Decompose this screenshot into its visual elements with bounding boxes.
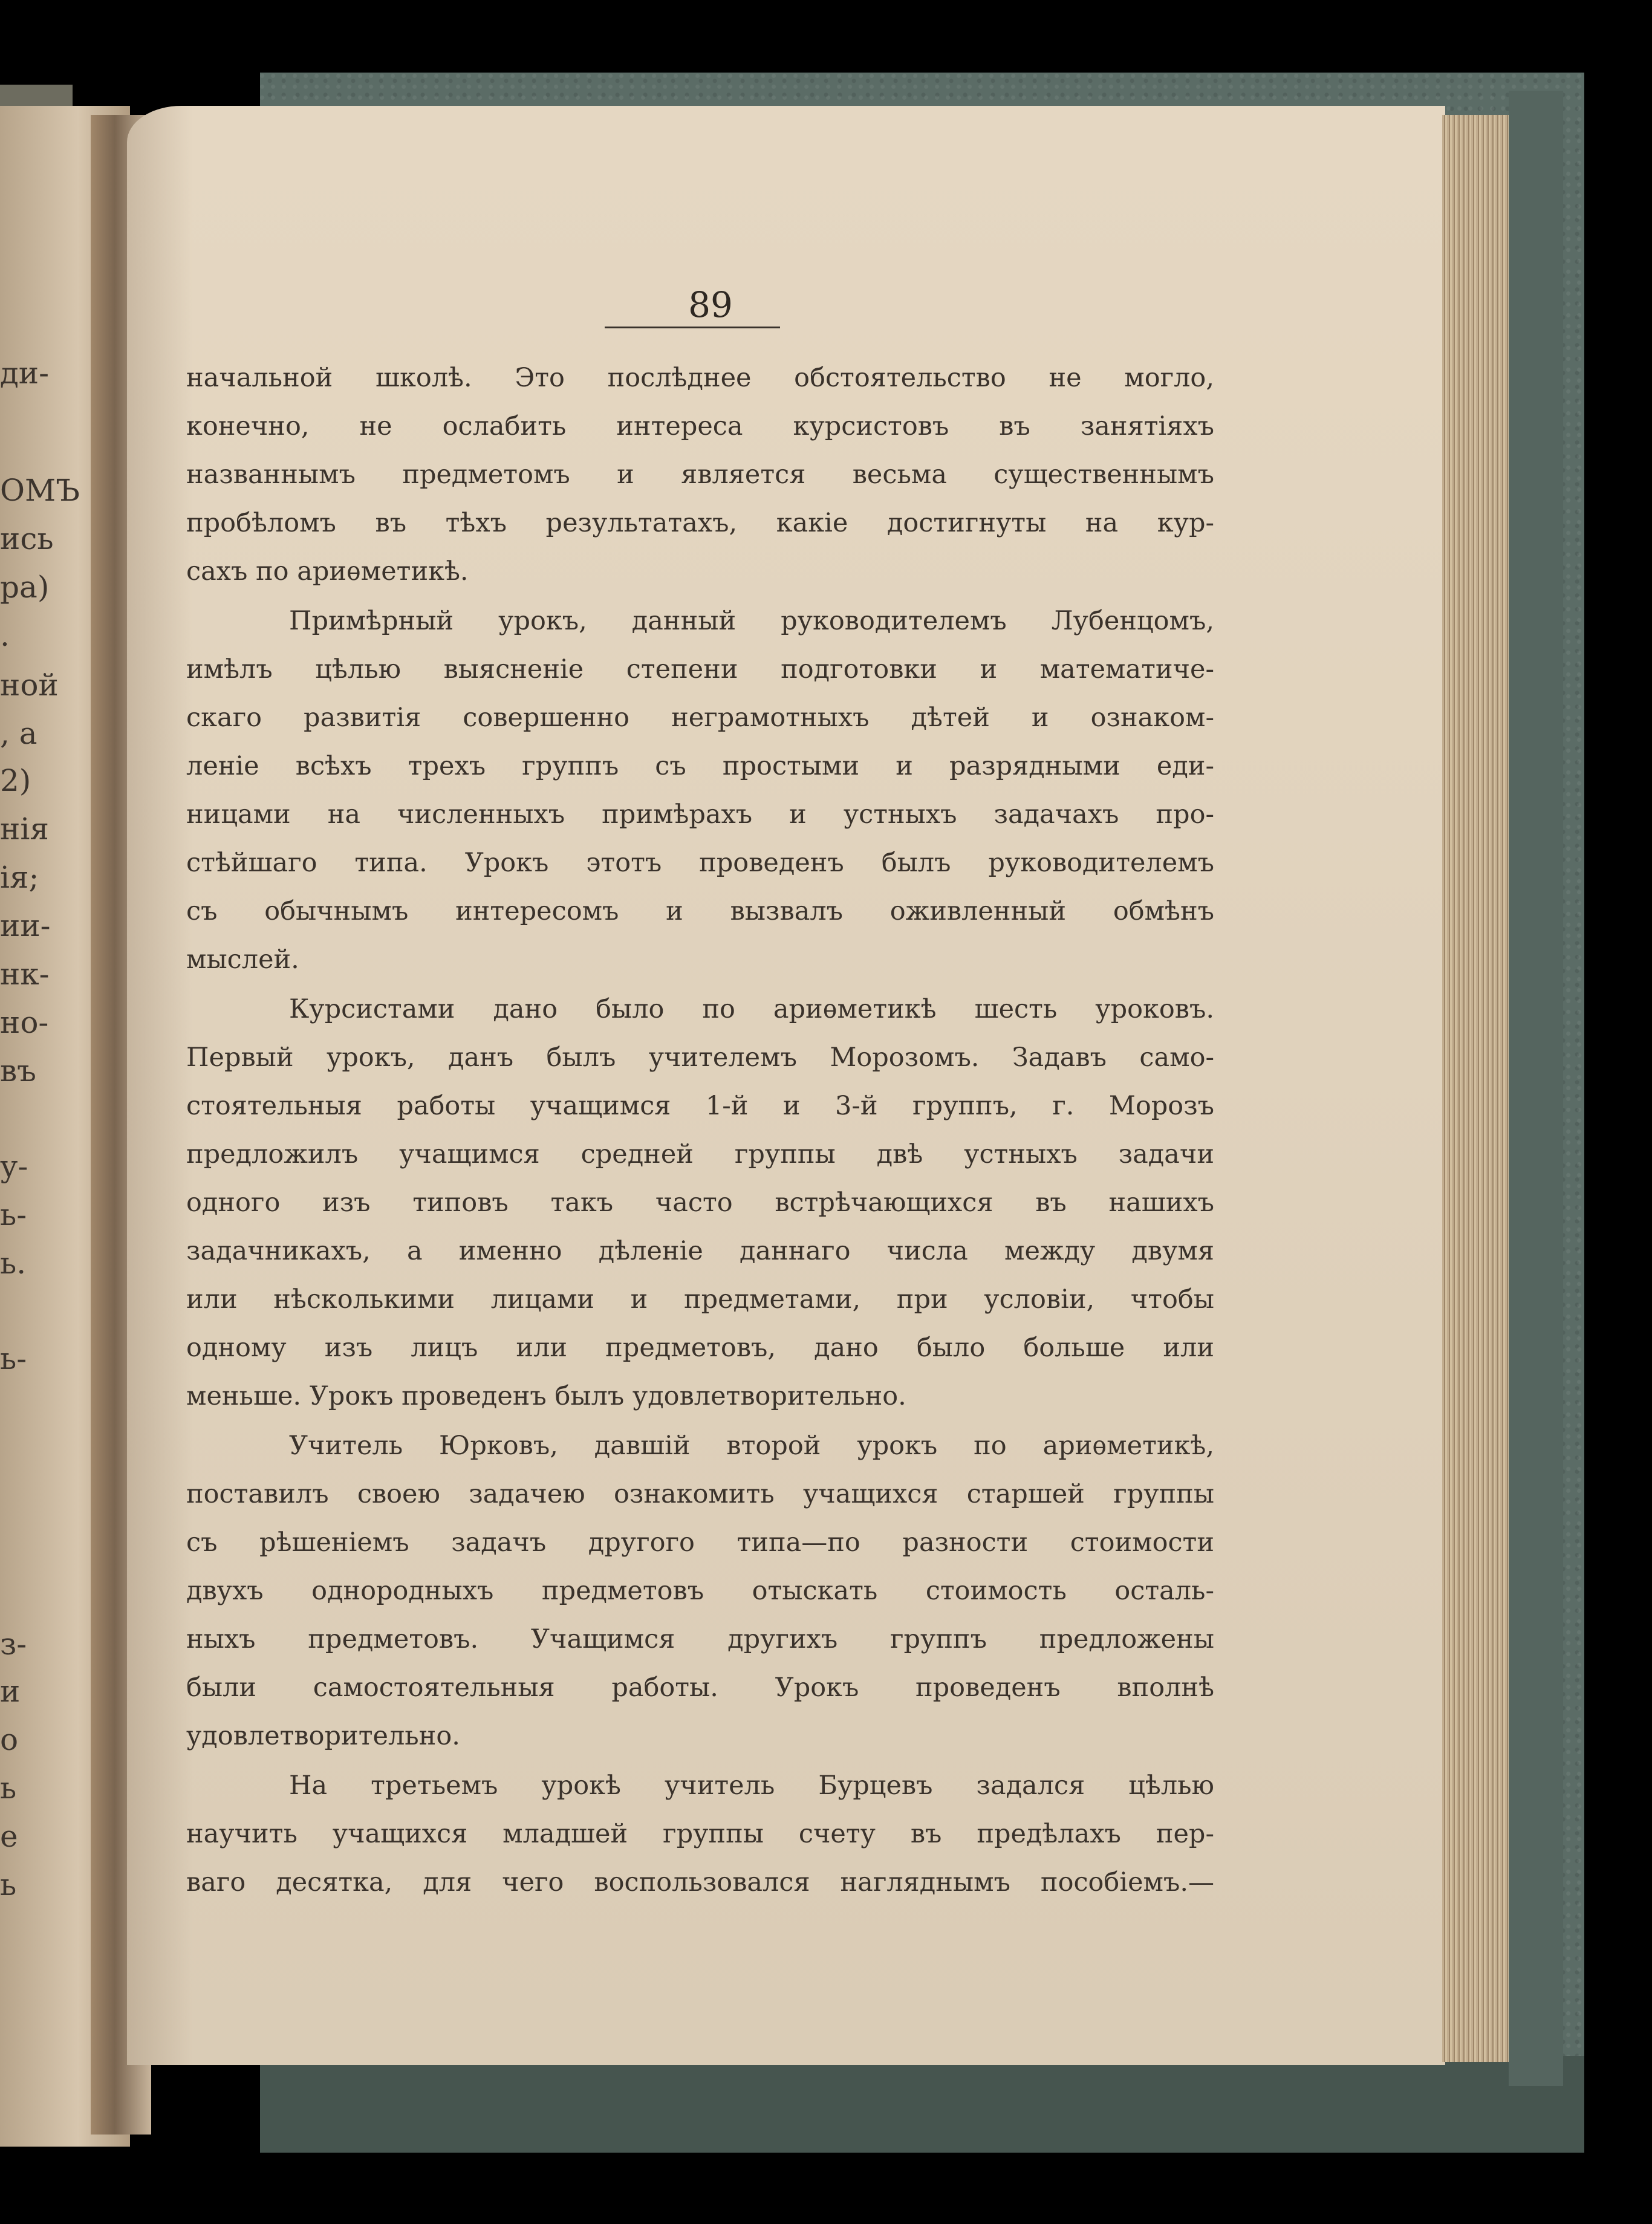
body-line: названнымъ предметомъ и является весьма существеннымъ [186,460,1214,490]
body-line: съ обычнымъ интересомъ и вызвалъ оживленный обмѣнъ [186,896,1214,926]
left-page-fragment: ись [0,521,54,556]
body-line: леніе всѣхъ трехъ группъ съ простыми и разрядными еди- [186,751,1214,781]
book-cover-right-edge [1509,91,1563,2086]
left-page-fragment: ной [0,668,59,703]
left-page-fragment: , а [0,716,37,751]
left-page-fragment: з- [0,1627,27,1662]
body-line: съ рѣшеніемъ задачъ другого типа—по разности стоимости [186,1527,1214,1558]
left-page-fragment: у- [0,1149,28,1184]
left-page-fragment: е [0,1819,18,1854]
left-page-fragment: ь- [0,1197,27,1232]
body-line: стоятельныя работы учащимся 1-й и 3-й группъ, г. Морозъ [186,1091,1214,1121]
body-line: удовлетворительно. [186,1721,460,1751]
body-line: предложилъ учащимся средней группы двѣ устныхъ задачи [186,1139,1214,1169]
left-page-fragment: ь [0,1770,17,1806]
left-page-fragment: ь [0,1867,17,1902]
body-line: меньше. Урокъ проведенъ былъ удовлетворительно. [186,1381,906,1411]
left-page-fragment: о [0,1722,19,1757]
body-line: конечно, не ослабить интереса курсистовъ въ занятіяхъ [186,411,1214,441]
body-line: задачникахъ, а именно дѣленіе даннаго числа между двумя [186,1236,1214,1266]
body-line: ныхъ предметовъ. Учащимся другихъ группъ предложены [186,1624,1214,1654]
body-line: мыслей. [186,945,299,975]
body-line: были самостоятельныя работы. Урокъ проведенъ вполнѣ [186,1673,1214,1703]
left-page-fragment: ь. [0,1246,27,1281]
body-line: начальной школѣ. Это послѣднее обстоятельство не могло, [186,363,1214,393]
left-page-fragment: въ [0,1053,36,1088]
body-line: научить учащихся младшей группы счету въ предѣлахъ пер- [186,1819,1214,1849]
page-edges [1442,115,1509,2062]
body-line: Учитель Юрковъ, давшій второй урокъ по ариѳметикѣ, [289,1431,1214,1461]
left-page-fragment: ь- [0,1341,27,1376]
book-cover-bottom [260,2056,1584,2153]
body-line: поставилъ своею задачею ознакомить учащихся старшей группы [186,1479,1214,1509]
page-number: 89 [688,284,733,325]
body-line: ваго десятка, для чего воспользовался нагляднымъ пособіемъ.— [186,1867,1214,1897]
left-page-fragment: но- [0,1005,49,1040]
body-line: Курсистами дано было по ариѳметикѣ шесть уроковъ. [289,994,1214,1024]
left-page-fragment: ии- [0,908,51,943]
body-line: двухъ однородныхъ предметовъ отыскать стоимость осталь- [186,1576,1214,1606]
left-page-fragment: ОМЪ [0,473,80,508]
body-line: одного изъ типовъ такъ часто встрѣчающихся въ нашихъ [186,1188,1214,1218]
body-line: пробѣломъ въ тѣхъ результатахъ, какіе достигнуты на кур- [186,508,1214,538]
left-page-fragment: . [0,618,10,653]
left-page-fragment: ія; [0,860,39,895]
body-line: ницами на численныхъ примѣрахъ и устныхъ задачахъ про- [186,799,1214,830]
left-page-fragment: и [0,1674,21,1709]
body-line: Первый урокъ, данъ былъ учителемъ Морозомъ. Задавъ само- [186,1042,1214,1073]
left-page-fragment: 2) [0,763,31,798]
left-page-fragment: нія [0,811,49,847]
left-page-fragment: ра) [0,570,50,605]
body-line: стѣйшаго типа. Урокъ этотъ проведенъ былъ руководителемъ [186,848,1214,878]
body-line: или нѣсколькими лицами и предметами, при условіи, чтобы [186,1284,1214,1315]
body-line: Примѣрный урокъ, данный руководителемъ Лубенцомъ, [289,606,1214,636]
left-page-fragment: нк- [0,957,50,992]
left-page-fragment: ди- [0,356,50,391]
body-line: скаго развитія совершенно неграмотныхъ дѣтей и ознаком- [186,703,1214,733]
body-line: одному изъ лицъ или предметовъ, дано было больше или [186,1333,1214,1363]
body-line: На третьемъ урокѣ учитель Бурцевъ задался цѣлью [289,1770,1214,1801]
page-number-rule [605,327,780,328]
body-line: имѣлъ цѣлью выясненіе степени подготовки и математиче- [186,654,1214,684]
body-line: сахъ по ариѳметикѣ. [186,556,469,587]
